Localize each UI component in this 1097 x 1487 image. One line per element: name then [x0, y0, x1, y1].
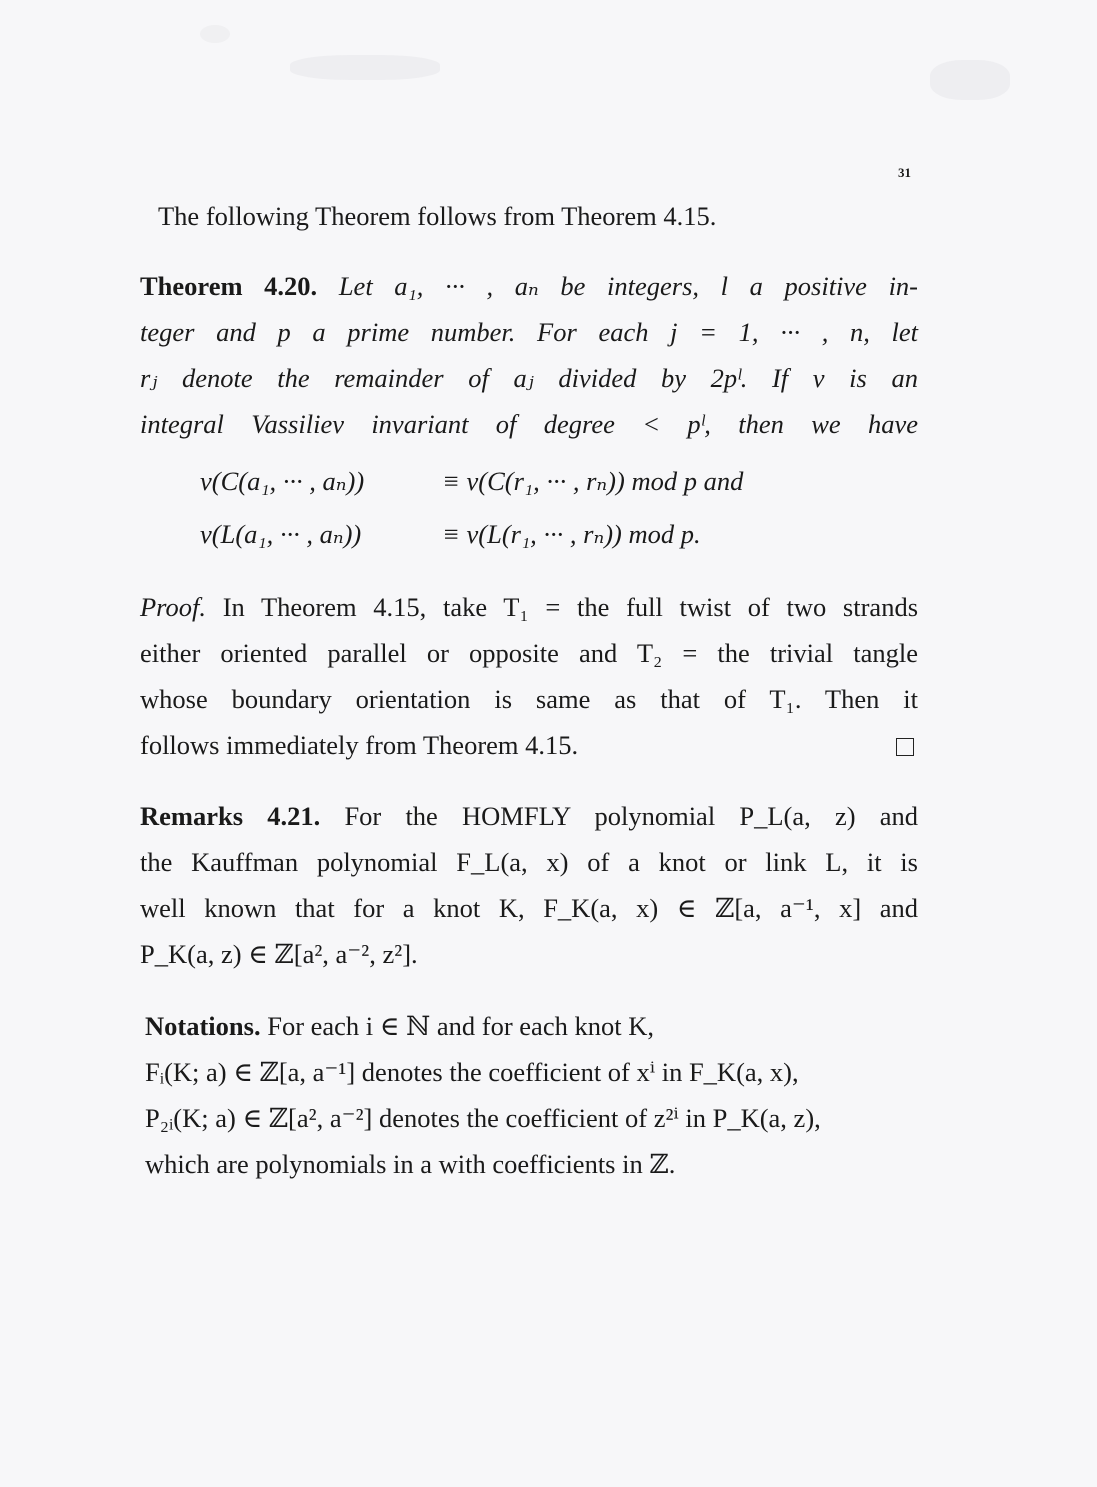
- notations-label: Notations.: [145, 1011, 261, 1041]
- proof-text-1: In Theorem 4.15, take T₁ = the full twist of two strands: [222, 592, 919, 622]
- proof-line-3: whose boundary orientation is same as that of T₁. Then it: [140, 684, 918, 714]
- proof-paragraph: [140, 584, 918, 768]
- notations-paragraph: [145, 1003, 935, 1187]
- notations-line-4: which are polynomials in a with coefficients in ℤ.: [145, 1149, 676, 1179]
- scan-noise: [200, 25, 230, 43]
- notations-text-1: For each i ∈ ℕ and for each knot K,: [267, 1011, 654, 1041]
- scan-noise: [290, 55, 440, 80]
- intro-text: The following Theorem follows from Theorem 4.15.: [158, 201, 717, 231]
- equation-2-lhs: v(L(a₁, ··· , aₙ)): [200, 519, 362, 549]
- remarks-line-3: well known that for a knot K, F_K(a, x) ∈ ℤ[a, a⁻¹, x] and: [140, 893, 918, 923]
- remarks-4-21: [140, 793, 918, 977]
- theorem-line-3: rⱼ denote the remainder of aⱼ divided by 2pˡ. If v is an: [140, 363, 918, 393]
- theorem-label: Theorem 4.20.: [140, 271, 318, 301]
- remarks-line-4: P_K(a, z) ∈ ℤ[a², a⁻², z²].: [140, 939, 418, 969]
- proof-line-2: either oriented parallel or opposite and T₂ = the trivial tangle: [140, 638, 918, 668]
- notations-line-1: [145, 1003, 935, 1049]
- qed-square-icon: [896, 738, 914, 756]
- remarks-line-2: the Kauffman polynomial F_L(a, x) of a knot or link L, it is: [140, 847, 918, 877]
- intro-paragraph: [158, 193, 858, 239]
- equation-2-rhs: ≡ v(L(r₁, ··· , rₙ)) mod p.: [442, 519, 701, 549]
- remarks-label: Remarks 4.21.: [140, 801, 321, 831]
- equation-1-rhs: ≡ v(C(r₁, ··· , rₙ)) mod p and: [442, 466, 744, 496]
- theorem-4-20: [140, 263, 918, 447]
- theorem-line-2: teger and p a prime number. For each j = 1, ··· , n, let: [140, 317, 918, 347]
- proof-label: Proof.: [140, 592, 207, 622]
- equation-1-lhs: v(C(a₁, ··· , aₙ)): [200, 466, 365, 496]
- theorem-text-1: Let a₁, ··· , aₙ be integers, l a positive in-: [338, 271, 919, 301]
- theorem-line-4: integral Vassiliev invariant of degree < pˡ, then we have: [140, 409, 918, 439]
- remarks-text-1: For the HOMFLY polynomial P_L(a, z) and: [344, 801, 918, 831]
- proof-line-4: follows immediately from Theorem 4.15.: [140, 730, 579, 760]
- notations-line-2: Fᵢ(K; a) ∈ ℤ[a, a⁻¹] denotes the coefficient of xⁱ in F_K(a, x),: [145, 1057, 799, 1087]
- scan-noise: [930, 60, 1010, 100]
- theorem-line-1: [140, 263, 918, 309]
- page-number: 31: [898, 165, 911, 180]
- proof-line-1: [140, 584, 918, 630]
- notations-line-3: P₂ᵢ(K; a) ∈ ℤ[a², a⁻²] denotes the coefficient of z²ⁱ in P_K(a, z),: [145, 1103, 821, 1133]
- remarks-line-1: [140, 793, 918, 839]
